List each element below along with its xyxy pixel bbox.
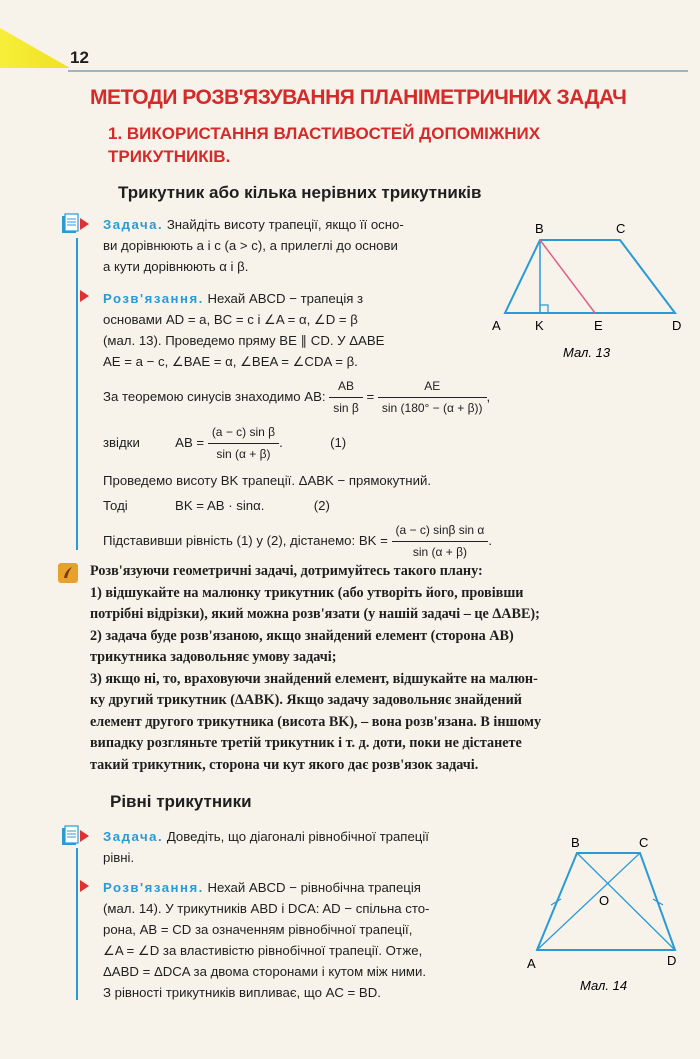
fraction-ab-sinb: $\frac{AB}{\text{sin β}}$ [329, 376, 363, 419]
fig13-label-e: E [594, 318, 603, 333]
book-icon-2 [60, 825, 80, 847]
section-heading: 1. ВИКОРИСТАННЯ ВЛАСТИВОСТЕЙ ДОПОМІЖНИХ ТРИКУТНИКІВ. [108, 124, 541, 166]
fig14-label-b: B [571, 835, 580, 850]
equation-number-2: (2) [313, 498, 330, 513]
solution2-text-3: рона, AB = CD за означенням рівнобічної трапеції, [103, 922, 413, 937]
solution2-text-4: ∠A = ∠D за властивістю рівнобічної трапеції. Отже, [103, 943, 423, 958]
task2-text-2: рівні. [103, 850, 135, 865]
fig13-label-d: D [672, 318, 682, 333]
fig14-label-o: O [599, 893, 610, 908]
plan-line-6: 3) якщо ні, то, враховуючи знайдений елемент, відшукайте на малюн- [90, 670, 538, 687]
solution-text-1: Нехай ABCD − трапеція з [207, 291, 364, 306]
sine-intro: За теоремою синусів знаходимо AB: [103, 388, 326, 404]
plan-line-4: 2) задача буде розв'язаною, якщо знайдений елемент (сторона AB) [90, 627, 514, 644]
bk-final-lhs: BK = [358, 532, 388, 548]
page-corner-tab [0, 28, 70, 68]
subsection-heading-1: Трикутник або кілька нерівних трикутників [118, 183, 482, 202]
plan-line-2: 1) відшукайте на малюнку трикутник (або утворіть його, провівши [90, 584, 524, 601]
margin-line-2 [76, 848, 78, 1000]
figure-13 [490, 215, 690, 365]
task-marker-icon [80, 218, 89, 230]
task-text-2: ви дорівнюють a і c (a > c), а прилеглі до основи [103, 238, 398, 253]
plan-line-10: такий трикутник, сторона чи кут якого дає розв'язок задачі. [90, 756, 479, 773]
task-text-1: Знайдіть висоту трапеції, якщо її осно- [166, 217, 404, 232]
fraction-bk-result: $\frac{\text{(a − c) sinβ sin α}}{\sin (\alpha + \beta)}$ [392, 520, 489, 563]
substitution-text: Підставивши рівність (1) у (2), дістанемо: [103, 532, 356, 548]
plan-line-9: випадку розгляньте третій трикутник і т. д. доти, поки не дістанете [90, 735, 522, 751]
solution-text-2: основами AD = a, BC = c і ∠A = α, ∠D = β [103, 312, 358, 327]
solution2-text-6: З рівності трикутників випливає, що AC = BD. [103, 985, 381, 1000]
plan-line-3: потрібні відрізки), який можна розв'язати (у нашій задачі – це ΔABE); [90, 606, 540, 622]
whence-text: звідки [103, 434, 140, 450]
solution-label-2: Розв'язання. [103, 880, 204, 895]
fig14-label-a: A [527, 956, 536, 971]
task-label: Задача. [103, 217, 164, 232]
fraction-ab-result: $\frac{\text{(a − c) sin β}}{\sin (\alpha + \beta)}$ [208, 422, 279, 465]
page-number: 12 [70, 48, 89, 67]
equation-number-1: (1) [330, 434, 347, 450]
fig13-label-k: K [535, 318, 544, 333]
fig14-label-d: D [667, 953, 677, 968]
plan-line-8: елемент другого трикутника (висота BK), – вона розв'язана. В іншому [90, 713, 542, 730]
solution2-text-5: ΔABD = ΔDCA за двома сторонами і кутом між ними. [103, 964, 427, 979]
plan-line-5: трикутника задовольняє умову задачі; [90, 649, 337, 665]
book-icon [60, 213, 80, 235]
page-title: МЕТОДИ РОЗВ'ЯЗУВАННЯ ПЛАНІМЕТРИЧНИХ ЗАДАЧ [90, 86, 627, 109]
bk-equation: BK = AB · sinα. [175, 498, 265, 513]
plan-line-7: ку другий трикутник (ΔABK). Якщо задачу задовольняє знайдений [90, 692, 522, 708]
header-rule [68, 70, 688, 72]
height-text: Проведемо висоту BK трапеції. ΔABK − прямокутний. [103, 473, 431, 488]
fig13-caption: Мал. 13 [563, 345, 611, 360]
fig14-label-c: C [639, 835, 649, 850]
margin-line [76, 238, 78, 550]
solution2-text-1: Нехай ABCD − рівнобічна трапеція [207, 880, 421, 895]
fig13-label-b: B [535, 221, 544, 236]
fig13-label-a: A [492, 318, 501, 333]
ab-equation-lhs: AB = [175, 434, 205, 450]
task-label-2: Задача. [103, 829, 164, 844]
task-marker-icon-2 [80, 830, 89, 842]
then-text: Тоді [103, 498, 128, 513]
task-text-3: a кути дорівнюють α і β. [103, 259, 249, 274]
solution2-text-2: (мал. 14). У трикутників ABD і DCA: AD − спільна сто- [103, 901, 430, 916]
subsection-heading-2: Рівні трикутники [110, 792, 252, 811]
fraction-ae-sin: $\frac{AE}{\sin (180^\circ - (\alpha + \beta))}$ [378, 376, 487, 419]
solution-marker-icon-2 [80, 880, 89, 892]
fig14-caption: Мал. 14 [580, 978, 628, 993]
figure-14 [525, 835, 690, 1000]
note-icon [58, 563, 78, 583]
fig13-label-c: C [616, 221, 626, 236]
solution-text-4: AE = a − c, ∠BAE = α, ∠BEA = ∠CDA = β. [103, 354, 358, 369]
solution-marker-icon [80, 290, 89, 302]
solution-text-3: (мал. 13). Проведемо пряму BE ∥ CD. У ΔABE [103, 333, 385, 348]
solution-label: Розв'язання. [103, 291, 204, 306]
task2-text-1: Доведіть, що діагоналі рівнобічної трапеції [166, 829, 429, 844]
plan-line-1: Розв'язуючи геометричні задачі, дотримуйтесь такого плану: [90, 563, 483, 579]
